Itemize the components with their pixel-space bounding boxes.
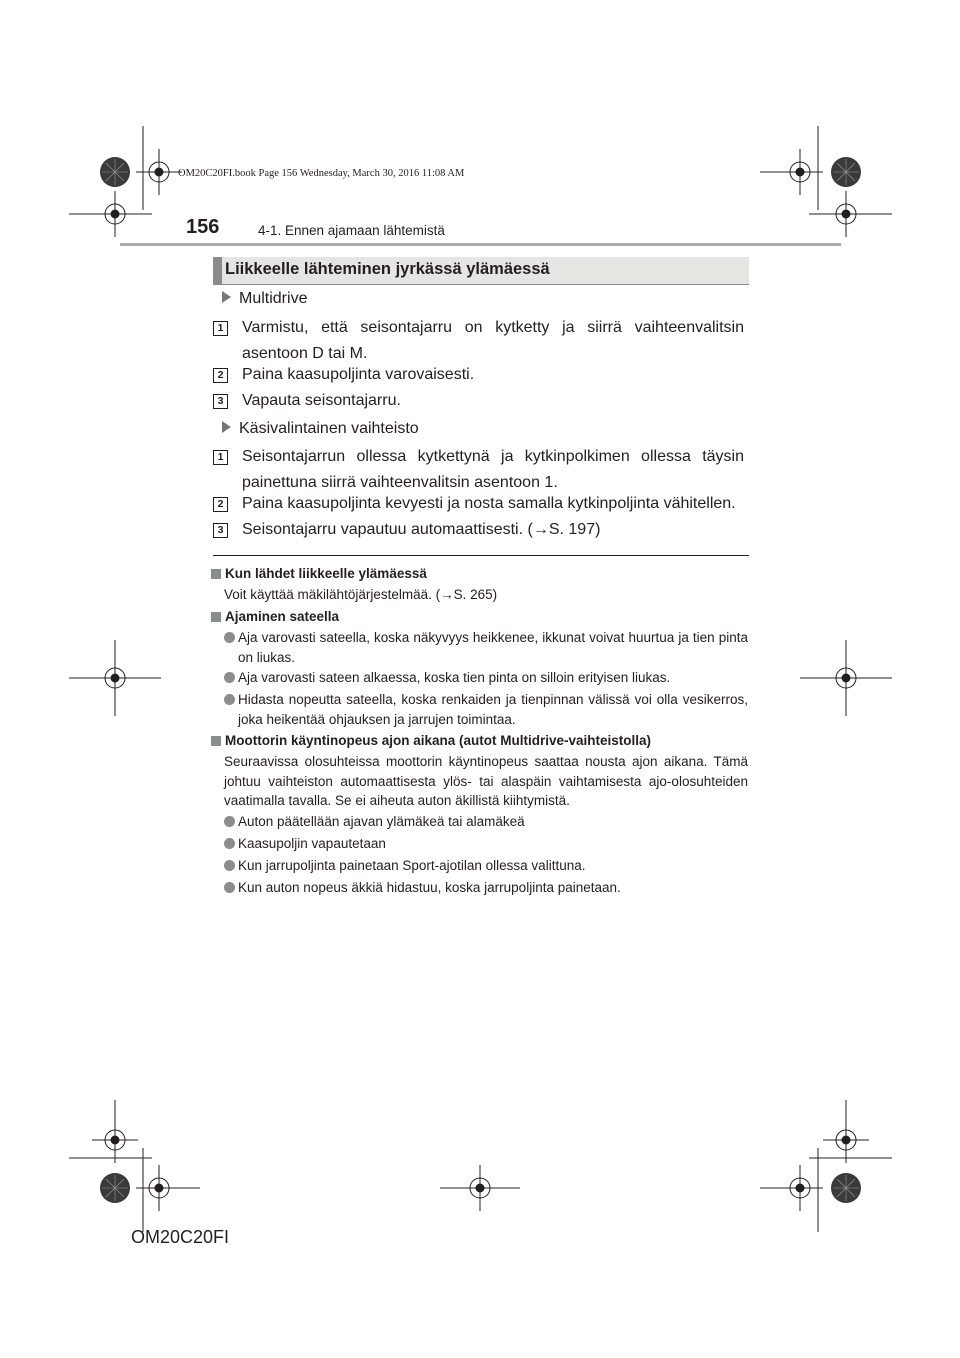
round-bullet-icon	[224, 882, 235, 893]
list-item-text: Aja varovasti sateella, koska näkyvyys heikkenee, ikkunat voivat huurtua ja tien pinta on liukas.	[238, 630, 748, 665]
list-item	[224, 628, 748, 667]
note-heading	[211, 609, 339, 624]
step-number: 3	[213, 394, 228, 409]
step-number: 2	[213, 368, 228, 383]
list-item	[224, 668, 748, 688]
list-item-text: Kun auton nopeus äkkiä hidastuu, koska jarrupoljinta painetaan.	[238, 880, 621, 895]
square-bullet-icon	[211, 569, 221, 579]
list-item-text: Auton päätellään ajavan ylämäkeä tai alamäkeä	[238, 814, 525, 829]
round-bullet-icon	[224, 694, 235, 705]
round-bullet-icon	[224, 816, 235, 827]
round-bullet-icon	[224, 672, 235, 683]
triangle-bullet-icon	[222, 291, 231, 303]
running-head: 4-1. Ennen ajamaan lähtemistä	[258, 223, 445, 238]
step-number: 1	[213, 450, 228, 465]
step-text: Varmistu, että seisontajarru on kytketty ja siirrä vaihteenvalitsin asentoon D tai M.	[242, 319, 744, 362]
section-divider	[213, 555, 749, 556]
note-heading-label: Moottorin käyntinopeus ajon aikana (autot Multidrive-vaihteistolla)	[225, 733, 652, 748]
list-item-text: Kaasupoljin vapautetaan	[238, 836, 386, 851]
list-item-text: Hidasta nopeutta sateella, koska renkaiden ja tienpinnan välissä voi olla vesikerros, joka heikentää ohjauksen ja jarrujen toimintaa.	[238, 692, 748, 727]
step-text: Seisontajarrun ollessa kytkettynä ja kytkinpolkimen ollessa täysin painettuna siirrä vaihteenvalitsin asentoon 1.	[242, 448, 744, 491]
step-text: Vapauta seisontajarru.	[242, 392, 401, 409]
round-bullet-icon	[224, 838, 235, 849]
note-text: Seuraavissa olosuhteissa moottorin käyntinopeus saattaa nousta ajon aikana. Tämä johtuu vaihteiston automaattisesta ylös- tai alaspäin vaihtamisesta ajo-olosuhteiden vaatimalla tavalla. Se ei aiheuta auton äkillistä kiihtymistä.	[224, 754, 748, 808]
footer-code: OM20C20FI	[131, 1227, 230, 1247]
section-title: Liikkeelle lähteminen jyrkässä ylämäessä	[225, 260, 550, 278]
header-rule	[120, 243, 841, 246]
list-item	[224, 690, 748, 729]
note-heading	[211, 733, 651, 748]
square-bullet-icon	[211, 612, 221, 622]
list-item	[224, 878, 748, 898]
step-number: 2	[213, 497, 228, 512]
step-number: 3	[213, 523, 228, 538]
triangle-bullet-icon	[222, 421, 231, 433]
section-heading	[213, 257, 749, 285]
book-stamp: OM20C20FI.book Page 156 Wednesday, March 30, 2016 11:08 AM	[178, 168, 465, 179]
subheading-label: Multidrive	[239, 290, 308, 307]
section-heading-bar	[213, 257, 222, 284]
subheading-multidrive	[222, 290, 307, 308]
subheading-label: Käsivalintainen vaihteisto	[239, 420, 419, 437]
list-item	[224, 856, 748, 876]
list-item	[224, 834, 748, 854]
list-item-text: Kun jarrupoljinta painetaan Sport-ajotilan ollessa valittuna.	[238, 858, 586, 873]
list-item-text: Aja varovasti sateen alkaessa, koska tien pinta on silloin erityisen liukas.	[238, 670, 671, 685]
step-number: 1	[213, 321, 228, 336]
step-text: Paina kaasupoljinta varovaisesti.	[242, 366, 475, 383]
subheading-manual	[222, 420, 419, 438]
step-text: Paina kaasupoljinta kevyesti ja nosta samalla kytkinpoljinta vähitellen.	[242, 495, 736, 512]
note-text: Voit käyttää mäkilähtöjärjestelmää. (→S. 265)	[224, 587, 498, 602]
round-bullet-icon	[224, 632, 235, 643]
list-item	[224, 812, 748, 832]
note-heading	[211, 566, 427, 581]
step-text: Seisontajarru vapautuu automaattisesti. (→S. 197)	[242, 521, 601, 538]
round-bullet-icon	[224, 860, 235, 871]
page-number: 156	[186, 216, 220, 238]
square-bullet-icon	[211, 736, 221, 746]
note-heading-label: Kun lähdet liikkeelle ylämäessä	[225, 566, 427, 581]
note-heading-label: Ajaminen sateella	[225, 609, 340, 624]
